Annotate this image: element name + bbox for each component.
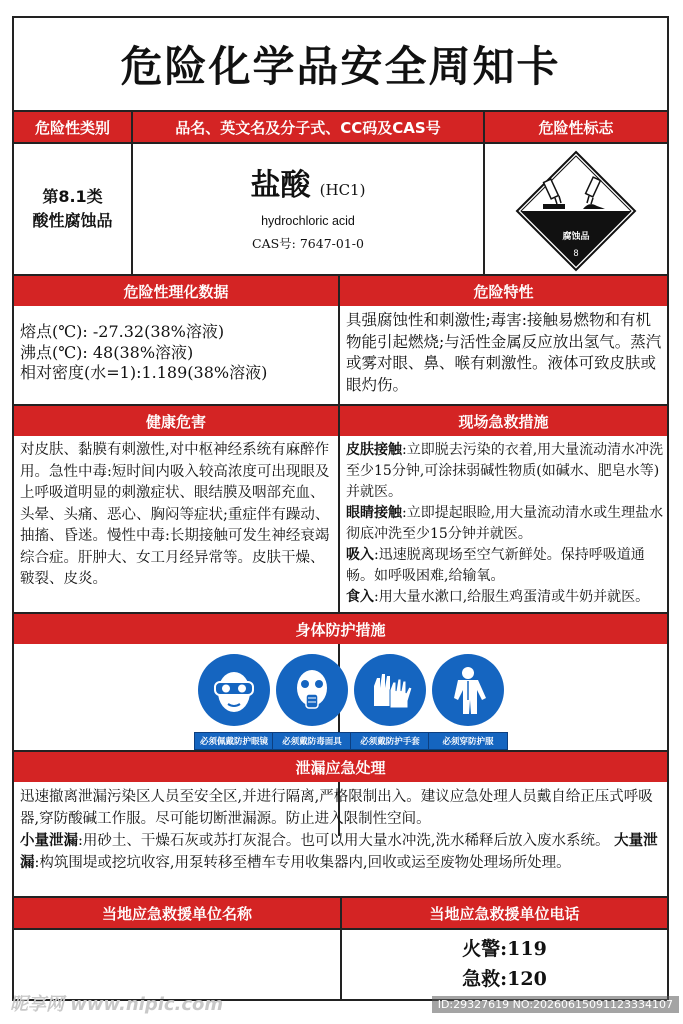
product-name-en: hydrochloric acid: [261, 214, 355, 228]
relative-density: 相对密度(水=1):1.189(38%溶液): [20, 363, 268, 382]
skin-contact-text: :立即脱去污染的衣着,用大量流动清水冲洗至少15分钟,可涂抹弱碱性物质(如碱水、肥皂水等)并就医。: [346, 442, 664, 500]
boiling-point: 沸点(℃): 48(38%溶液): [20, 342, 194, 362]
hazard-category-cell: [14, 144, 131, 274]
physchem-data: [20, 322, 336, 384]
goggles-label: 必须佩戴防护眼镜: [194, 732, 274, 750]
watermark-logo: 昵享网 www.nipic.com: [10, 994, 224, 1015]
divider: [14, 928, 667, 930]
leak-general-text: 迅速撤离泄漏污染区人员至安全区,并进行隔离,严格限制出入。建议应急处理人员戴自给正压式呼吸器,穿防酸碱工作服。尽可能切断泄漏源。防止进入限制性空间。: [20, 789, 653, 827]
symbol-number: 8: [573, 248, 579, 258]
physchem-heading: 危险性理化数据: [14, 276, 338, 306]
first-aid-heading: 现场急救措施: [340, 406, 667, 436]
product-name-cn: 盐酸: [250, 168, 311, 203]
symbol-text: 腐蚀品: [562, 232, 590, 242]
first-aid-text: [346, 440, 664, 608]
inhalation-text: :迅速脱离现场至空气新鲜处。保持呼吸道通畅。如呼吸困难,给输氧。: [346, 547, 645, 584]
category-name: 酸性腐蚀品: [32, 211, 113, 230]
leak-text: [20, 786, 664, 874]
header-product-name: 品名、英文名及分子式、CC码及CAS号: [133, 112, 483, 142]
fire-phone: 火警:119: [462, 938, 547, 960]
eye-contact-text: :立即提起眼睑,用大量流动清水或生理盐水彻底冲洗至少15分钟并就医。: [346, 505, 664, 542]
watermark-id: ID:29327619 NO:20260615091123334107: [432, 996, 679, 1013]
small-leak-label: 小量泄漏: [20, 832, 78, 849]
inhalation-label: 吸入: [346, 547, 374, 563]
product-cas: CAS号: 7647-01-0: [252, 236, 364, 251]
protective-suit-icon: [432, 654, 504, 726]
large-leak-label: 大量泄漏: [20, 832, 658, 871]
health-heading: 健康危害: [14, 406, 338, 436]
rescue-phone-heading: 当地应急救援单位电话: [342, 898, 667, 928]
ingestion-text: :用大量水漱口,给服生鸡蛋清或牛奶并就医。: [374, 589, 650, 605]
gloves-icon: [354, 654, 426, 726]
header-hazard-symbol: 危险性标志: [485, 112, 667, 142]
ingestion-label: 食入: [346, 589, 374, 605]
hazard-symbol-cell: [485, 144, 667, 274]
hazard-props-text: 具强腐蚀性和刺激性;毒害:接触易燃物和有机物能引起燃烧;与活性金属反应放出氢气。蒸汽或雾对眼、鼻、喉有刺激性。液体可致皮肤或眼灼伤。: [346, 311, 662, 394]
rescue-name-heading: 当地应急救援单位名称: [14, 898, 340, 928]
safety-card: [12, 16, 669, 1001]
skin-contact-label: 皮肤接触: [346, 442, 402, 458]
rescue-phones: [342, 934, 667, 994]
melting-point: 熔点(℃): -27.32(38%溶液): [20, 322, 225, 341]
health-text: 对皮肤、黏膜有刺激性,对中枢神经系统有麻醉作用。急性中毒:短时间内吸入较高浓度可出现眼及上呼吸道明显的刺激症状、眼结膜及咽部充血、头晕、头痛、恶心、胸闷等症状;重症伴有躁动、抽搐、昏迷。慢性中毒:长期接触可发生神经衰竭综合症。肝肿大、女工月经异常等。皮肤干燥、皲裂、皮炎。: [20, 442, 330, 587]
leak-heading: 泄漏应急处理: [14, 752, 667, 782]
small-leak-text: :用砂土、干燥石灰或苏打灰混合。也可以用大量水冲洗,洗水稀释后放入废水系统。: [78, 833, 610, 849]
product-cell: [133, 144, 483, 274]
goggles-icon: [198, 654, 270, 726]
protection-icons: [14, 644, 667, 748]
header-hazard-category: 危险性类别: [14, 112, 131, 142]
gas-mask-label: 必须戴防毒面具: [272, 732, 352, 750]
card-title: 危险化学品安全周知卡: [120, 42, 561, 91]
gas-mask-icon: [276, 654, 348, 726]
product-formula: (HC1): [319, 181, 366, 199]
protection-heading: 身体防护措施: [14, 614, 667, 644]
hazard-props-heading: 危险特性: [340, 276, 667, 306]
category-class: 第8.1类: [42, 187, 103, 206]
ambulance-phone: 急救:120: [462, 968, 547, 990]
large-leak-text: :构筑围堤或挖坑收容,用泵转移至槽车专用收集器内,回收或运至废物处理场所处理。: [34, 855, 571, 871]
eye-contact-label: 眼睛接触: [346, 505, 402, 521]
gloves-label: 必须戴防护手套: [350, 732, 430, 750]
protective-suit-label: 必须穿防护服: [428, 732, 508, 750]
